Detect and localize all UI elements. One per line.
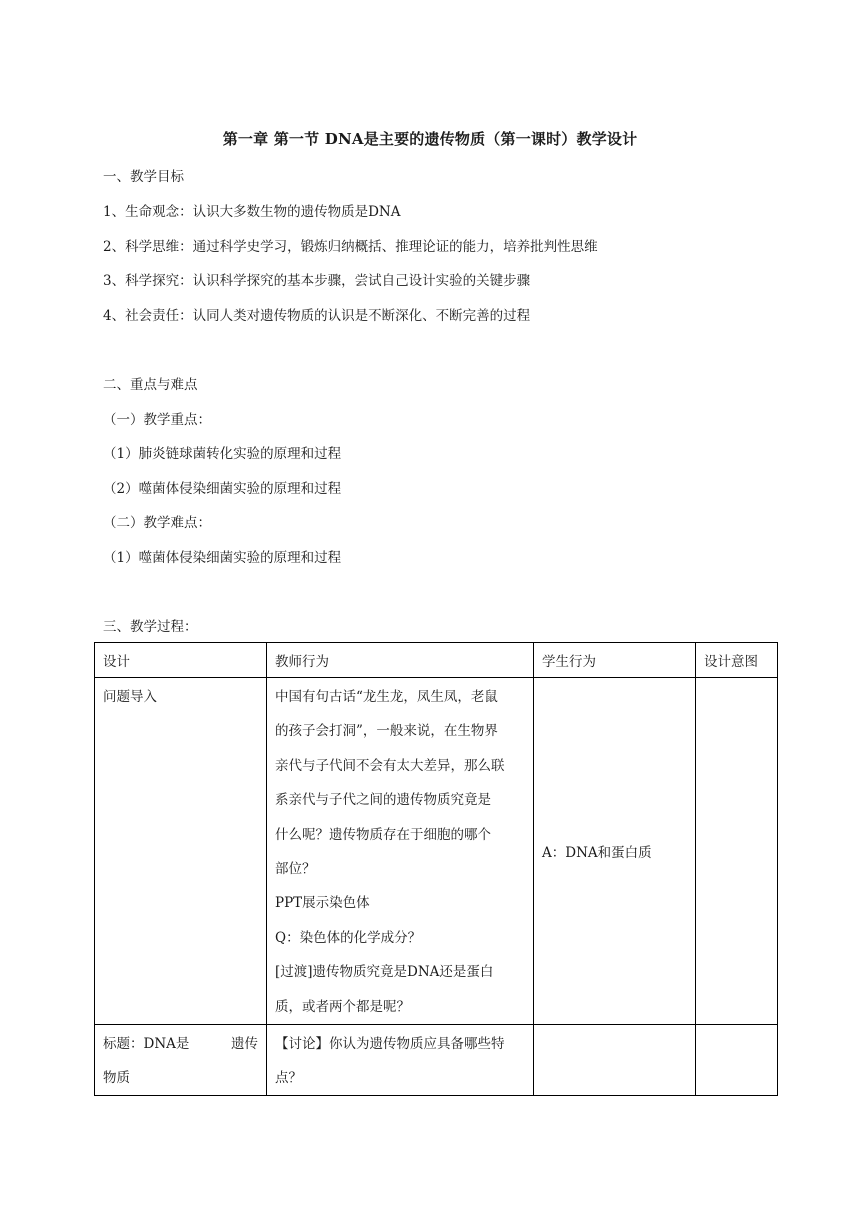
cell-student xyxy=(534,1025,696,1096)
teacher-line: 点？ xyxy=(275,1070,302,1087)
objective-item: 2、科学思维：通过科学史学习，锻炼归纳概括、推理论证的能力，培养批判性思维 xyxy=(103,239,598,255)
table-header-row xyxy=(95,643,778,678)
cell-design xyxy=(95,1025,267,1096)
teacher-line: 质，或者两个都是呢？ xyxy=(275,998,410,1015)
header-intent: 设计意图 xyxy=(696,643,778,678)
key-point-item: （1）肺炎链球菌转化实验的原理和过程 xyxy=(103,446,342,462)
design-text-line: 物质 xyxy=(103,1070,130,1087)
header-design: 设计 xyxy=(95,643,267,678)
teacher-text xyxy=(275,678,525,1024)
teacher-line: 亲代与子代间不会有太大差异，那么联 xyxy=(275,757,505,774)
design-text-part: 标题：DNA是 xyxy=(103,1036,190,1053)
process-heading: 三、教学过程： xyxy=(103,619,198,635)
header-student: 学生行为 xyxy=(534,643,696,678)
design-text xyxy=(103,1025,258,1095)
objective-item: 4、社会责任：认同人类对遗传物质的认识是不断深化、不断完善的过程 xyxy=(103,308,531,324)
key-points-subheading: （一）教学重点： xyxy=(103,412,211,428)
teacher-line: [过渡]遗传物质究竟是DNA还是蛋白 xyxy=(275,964,494,981)
cell-intent xyxy=(696,678,778,1025)
header-teacher: 教师行为 xyxy=(267,643,534,678)
cell-teacher xyxy=(267,1025,534,1096)
cell-student: A：DNA和蛋白质 xyxy=(534,678,696,1025)
objectives-heading: 一、教学目标 xyxy=(103,169,184,185)
cell-design xyxy=(95,678,267,1025)
teacher-line: Q：染色体的化学成分？ xyxy=(275,929,422,946)
teacher-line: 系亲代与子代之间的遗传物质究竟是 xyxy=(275,792,491,809)
cell-intent xyxy=(696,1025,778,1096)
difficulty-subheading: （二）教学难点： xyxy=(103,515,211,531)
teacher-line: 【讨论】你认为遗传物质应具备哪些特 xyxy=(275,1036,505,1053)
key-point-item: （2）噬菌体侵染细菌实验的原理和过程 xyxy=(103,481,342,497)
teacher-line: 的孩子会打洞”，一般来说，在生物界 xyxy=(275,723,498,740)
teaching-process-table xyxy=(94,642,778,1096)
teacher-text xyxy=(275,1025,525,1095)
cell-teacher xyxy=(267,678,534,1025)
objective-item: 1、生命观念：认识大多数生物的遗传物质是DNA xyxy=(103,204,401,220)
document-title: 第一章 第一节 DNA是主要的遗传物质（第一课时）教学设计 xyxy=(222,130,638,148)
teacher-line: 中国有句古话“龙生龙，凤生凤，老鼠 xyxy=(275,689,498,705)
teacher-line: 什么呢？遗传物质存在于细胞的哪个 xyxy=(275,826,491,843)
teacher-line: 部位？ xyxy=(275,861,316,878)
design-text-part: 遗传 xyxy=(231,1036,258,1053)
objective-item: 3、科学探究：认识科学探究的基本步骤，尝试自己设计实验的关键步骤 xyxy=(103,273,531,289)
table-row xyxy=(95,678,778,1025)
difficulty-item: （1）噬菌体侵染细菌实验的原理和过程 xyxy=(103,550,342,566)
design-text: 问题导入 xyxy=(103,689,157,705)
table-row xyxy=(95,1025,778,1096)
teacher-line: PPT展示染色体 xyxy=(275,895,370,912)
key-points-heading: 二、重点与难点 xyxy=(103,377,198,393)
